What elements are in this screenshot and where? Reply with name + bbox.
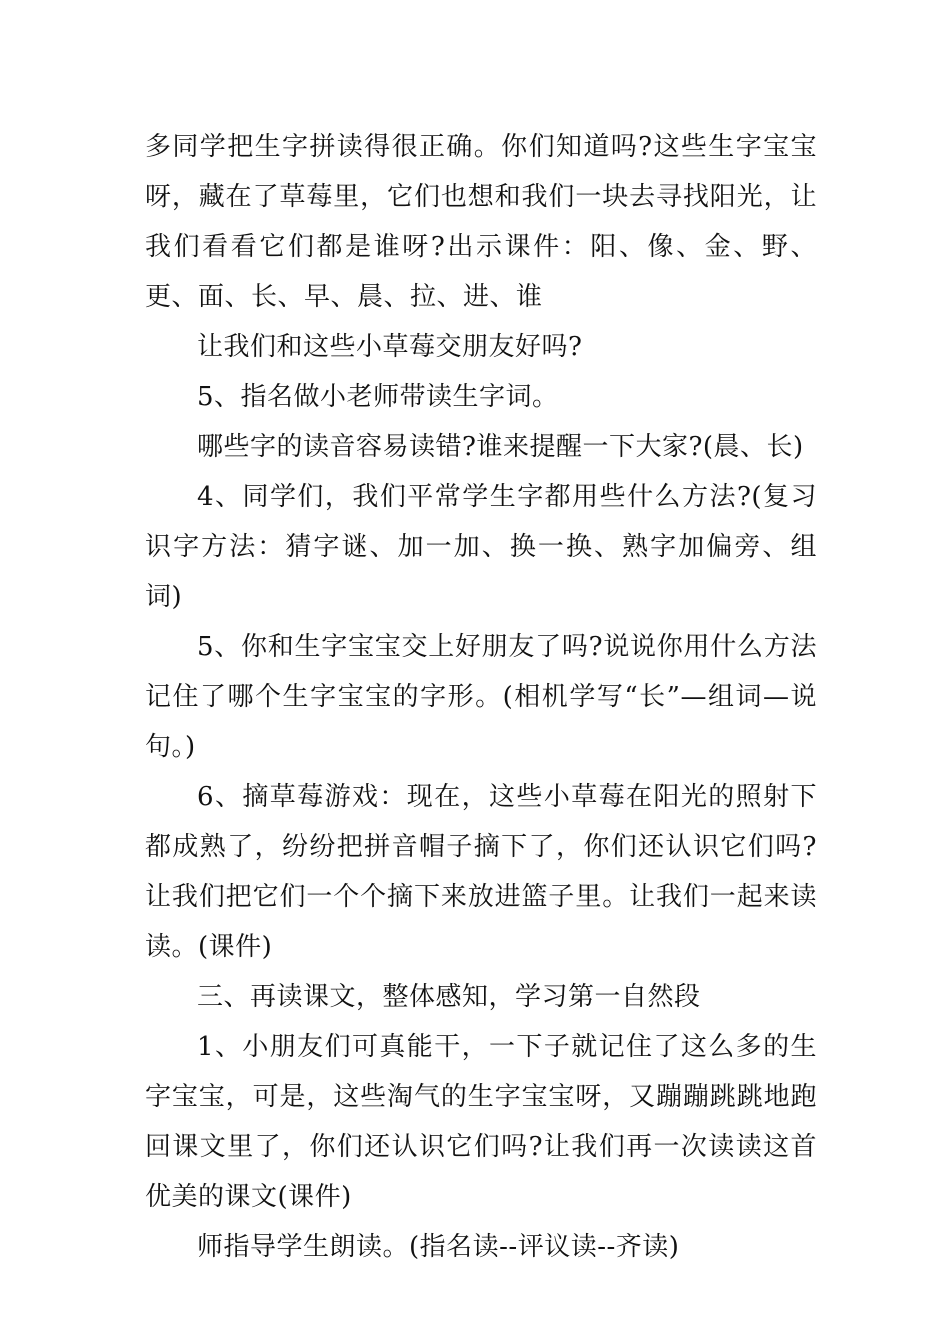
paragraph-4: 哪些字的读音容易读错?谁来提醒一下大家?(晨、长): [197, 432, 804, 462]
paragraph-6: 5、你和生字宝宝交上好朋友了吗?说说你用什么方法记住了哪个生字宝宝的字形。(相机学写“长”—组词—说句。): [145, 632, 817, 762]
paragraph-5: 4、同学们，我们平常学生字都用些什么方法?(复习识字方法：猜字谜、加一加、换一换、熟字加偏旁、组词): [145, 482, 817, 612]
section-heading: 三、再读课文，整体感知，学习第一自然段: [197, 982, 701, 1012]
paragraph-7: 6、摘草莓游戏：现在，这些小草莓在阳光的照射下都成熟了，纷纷把拼音帽子摘下了，你们还认识它们吗?让我们把它们一个个摘下来放进篮子里。让我们一起来读读。(课件): [145, 782, 817, 962]
paragraph-1: 多同学把生字拼读得很正确。你们知道吗?这些生字宝宝呀，藏在了草莓里，它们也想和我们一块去寻找阳光，让我们看看它们都是谁呀?出示课件：阳、像、金、野、更、面、长、早、晨、拉、进、谁: [145, 132, 817, 312]
paragraph-3: 5、指名做小老师带读生字词。: [197, 382, 559, 412]
paragraph-9: 1、小朋友们可真能干，一下子就记住了这么多的生字宝宝，可是，这些淘气的生字宝宝呀，又蹦蹦跳跳地跑回课文里了，你们还认识它们吗?让我们再一次读读这首优美的课文(课件): [145, 1032, 817, 1212]
document-body: [145, 122, 817, 1272]
paragraph-2: 让我们和这些小草莓交朋友好吗?: [197, 332, 583, 362]
paragraph-10: 师指导学生朗读。(指名读--评议读--齐读): [197, 1232, 680, 1262]
